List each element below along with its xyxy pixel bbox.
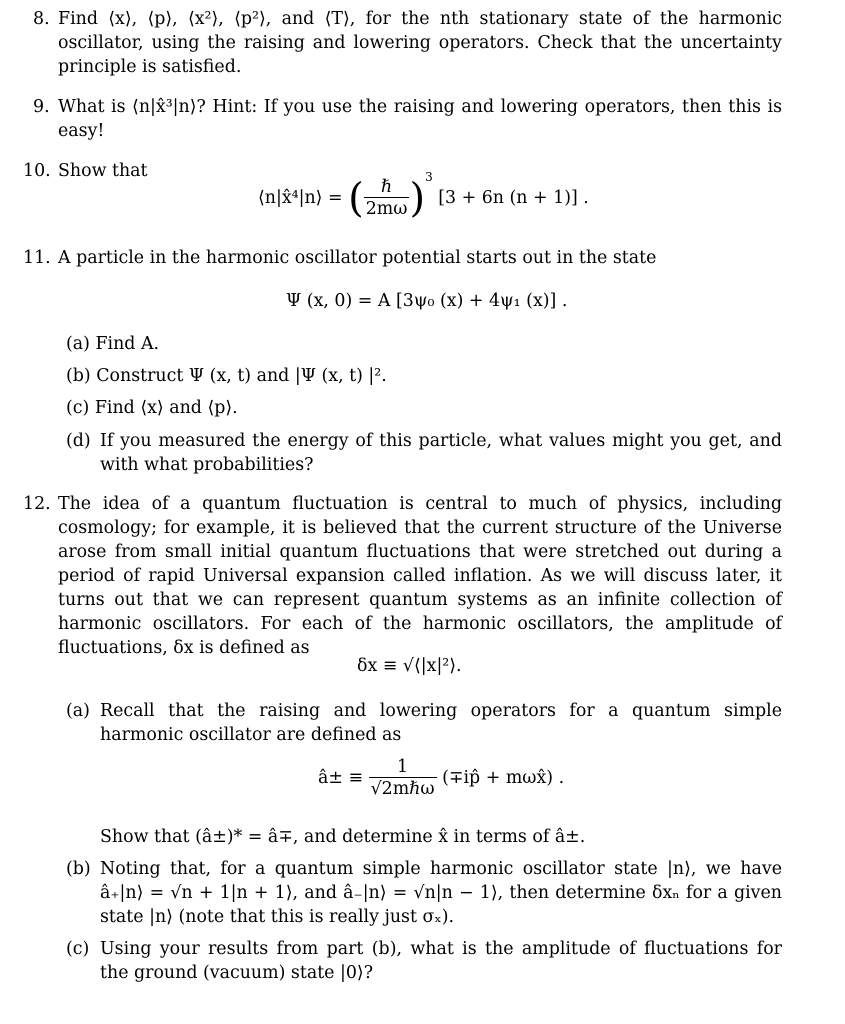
fraction-numerator: ℏ <box>364 177 410 198</box>
problem-12-text: The idea of a quantum fluctuation is central to much of physics, including cosmology; for example, it is believed that the current structure of the Universe arose from small initial quantum fluctuations that were stretched out during a period of rapid Universal expansion called inflation. As we will discuss later, it turns out that we can represent quantum systems as an infinite collection of harmonic oscillators. For each of the harmonic oscillators, the amplitude of fluctuations, δx is defined as <box>58 494 782 658</box>
problem-12-part-c-label: (c) <box>66 939 90 959</box>
equation-rhs: [3 + 6n (n + 1)] . <box>438 188 589 208</box>
problem-11-part-b: (b) Construct Ψ (x, t) and |Ψ (x, t) |². <box>66 366 387 386</box>
operator-fraction <box>369 757 437 800</box>
problem-11-text: A particle in the harmonic oscillator potential starts out in the state <box>58 248 657 268</box>
problem-12-part-a-show: Show that (â±)* = â∓, and determine x̂ in terms of â±. <box>100 827 586 847</box>
problem-11-equation: Ψ (x, 0) = A [3ψ₀ (x) + 4ψ₁ (x)] . <box>286 291 568 311</box>
problem-9-number: 9. <box>33 97 50 117</box>
problem-11-part-d: If you measured the energy of this particle, what values might you get, and with what probabilities? <box>100 431 782 475</box>
problem-10-text: Show that <box>58 161 148 181</box>
fraction-denominator: √2mℏω <box>370 779 435 799</box>
problem-12-part-a: Recall that the raising and lowering operators for a quantum simple harmonic oscillator are defined as <box>100 701 782 745</box>
problem-12-part-b: Noting that, for a quantum simple harmonic oscillator state |n⟩, we have â₊|n⟩ = √n + 1|n + 1⟩, and â₋|n⟩ = √n|n − 1⟩, then determine δxₙ for a given state |n⟩ (note that this is really just σₓ). <box>100 859 782 927</box>
problem-11-part-d-label: (d) <box>66 431 91 451</box>
paren-open: ( <box>348 175 364 222</box>
paren-close: ) <box>409 175 426 222</box>
fraction-numerator: 1 <box>369 757 437 778</box>
problem-8-number: 8. <box>33 9 50 29</box>
hbar-over-2mw-fraction <box>364 177 410 220</box>
problem-10-equation <box>258 170 589 222</box>
problem-11-part-c: (c) Find ⟨x⟩ and ⟨p⟩. <box>66 398 238 418</box>
problem-10-number: 10. <box>23 161 51 181</box>
operator-rhs: (∓ip̂ + mωx̂) . <box>442 768 565 788</box>
problem-12-part-b-label: (b) <box>66 859 91 879</box>
exponent: 3 <box>425 170 433 184</box>
problem-12-part-a-label: (a) <box>66 701 90 721</box>
problem-11-number: 11. <box>23 248 51 268</box>
problem-11-part-a: (a) Find A. <box>66 334 160 354</box>
problem-9-text: What is ⟨n|x̂³|n⟩? Hint: If you use the raising and lowering operators, then this is easy! <box>58 97 782 141</box>
problem-12-equation: δx ≡ √⟨|x|²⟩. <box>357 656 462 676</box>
equation-lhs: ⟨n|x̂⁴|n⟩ = <box>258 188 343 208</box>
problem-12-part-c: Using your results from part (b), what is the amplitude of fluctuations for the ground (vacuum) state |0⟩? <box>100 939 782 983</box>
problem-12-operator-equation <box>318 757 564 800</box>
operator-lhs: â± ≡ <box>318 768 364 788</box>
fraction-denominator: 2mω <box>365 199 408 219</box>
problem-12-number: 12. <box>23 494 51 514</box>
problem-8-text: Find ⟨x⟩, ⟨p⟩, ⟨x²⟩, ⟨p²⟩, and ⟨T⟩, for the nth stationary state of the harmonic oscillator, using the raising and lowering operators. Check that the uncertainty principle is satisfied. <box>58 9 782 77</box>
